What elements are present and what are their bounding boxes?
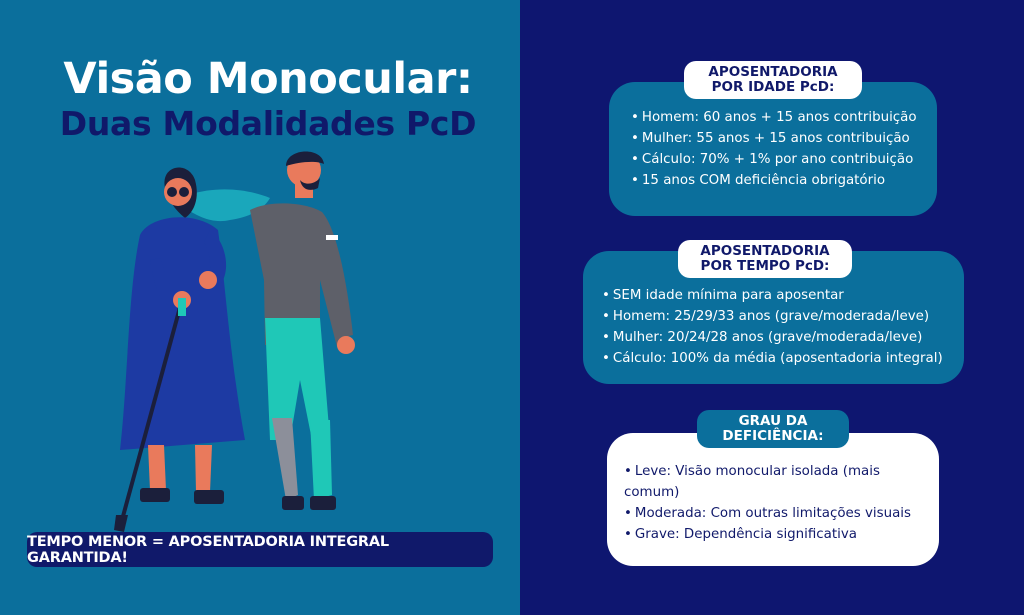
card-title-line: DEFICIÊNCIA: xyxy=(722,428,824,444)
card-title-line: GRAU DA xyxy=(738,413,808,429)
list-item: • 15 anos COM deficiência obrigatório xyxy=(631,170,917,191)
card-list xyxy=(624,461,929,545)
title-line-1: Visão Monocular: xyxy=(63,54,473,104)
list-item: • Homem: 60 anos + 15 anos contribuição xyxy=(631,107,917,128)
list-item: • Moderada: Com outras limitações visuais xyxy=(624,503,929,524)
card-title-line: POR IDADE PcD: xyxy=(711,79,835,95)
card-title-grau xyxy=(697,410,849,448)
card-title-line: POR TEMPO PcD: xyxy=(700,258,830,274)
highlight-banner: TEMPO MENOR = APOSENTADORIA INTEGRAL GARANTIDA! xyxy=(27,532,493,567)
card-list xyxy=(631,107,917,191)
card-grau-deficiencia xyxy=(607,433,939,566)
card-title-idade xyxy=(684,61,862,99)
list-item: • Mulher: 20/24/28 anos (grave/moderada/leve) xyxy=(602,327,943,348)
card-list xyxy=(602,285,943,369)
card-aposentadoria-idade xyxy=(609,79,937,216)
man-figure xyxy=(250,151,355,510)
card-title-line: APOSENTADORIA xyxy=(700,243,830,259)
card-title-line: APOSENTADORIA xyxy=(708,64,838,80)
list-item: • Cálculo: 70% + 1% por ano contribuição xyxy=(631,149,917,170)
list-item: • Grave: Dependência significativa xyxy=(624,524,929,545)
list-item: • Cálculo: 100% da média (aposentadoria integral) xyxy=(602,348,943,369)
woman-with-cane-and-man-illustration xyxy=(100,140,420,535)
list-item: • SEM idade mínima para aposentar xyxy=(602,285,943,306)
card-title-tempo xyxy=(678,240,852,278)
title-line-2: Duas Modalidades PcD xyxy=(59,104,477,143)
woman-figure xyxy=(114,168,245,532)
list-item: • Homem: 25/29/33 anos (grave/moderada/leve) xyxy=(602,306,943,327)
list-item: • Mulher: 55 anos + 15 anos contribuição xyxy=(631,128,917,149)
list-item: • Leve: Visão monocular isolada (mais comum) xyxy=(624,461,929,503)
